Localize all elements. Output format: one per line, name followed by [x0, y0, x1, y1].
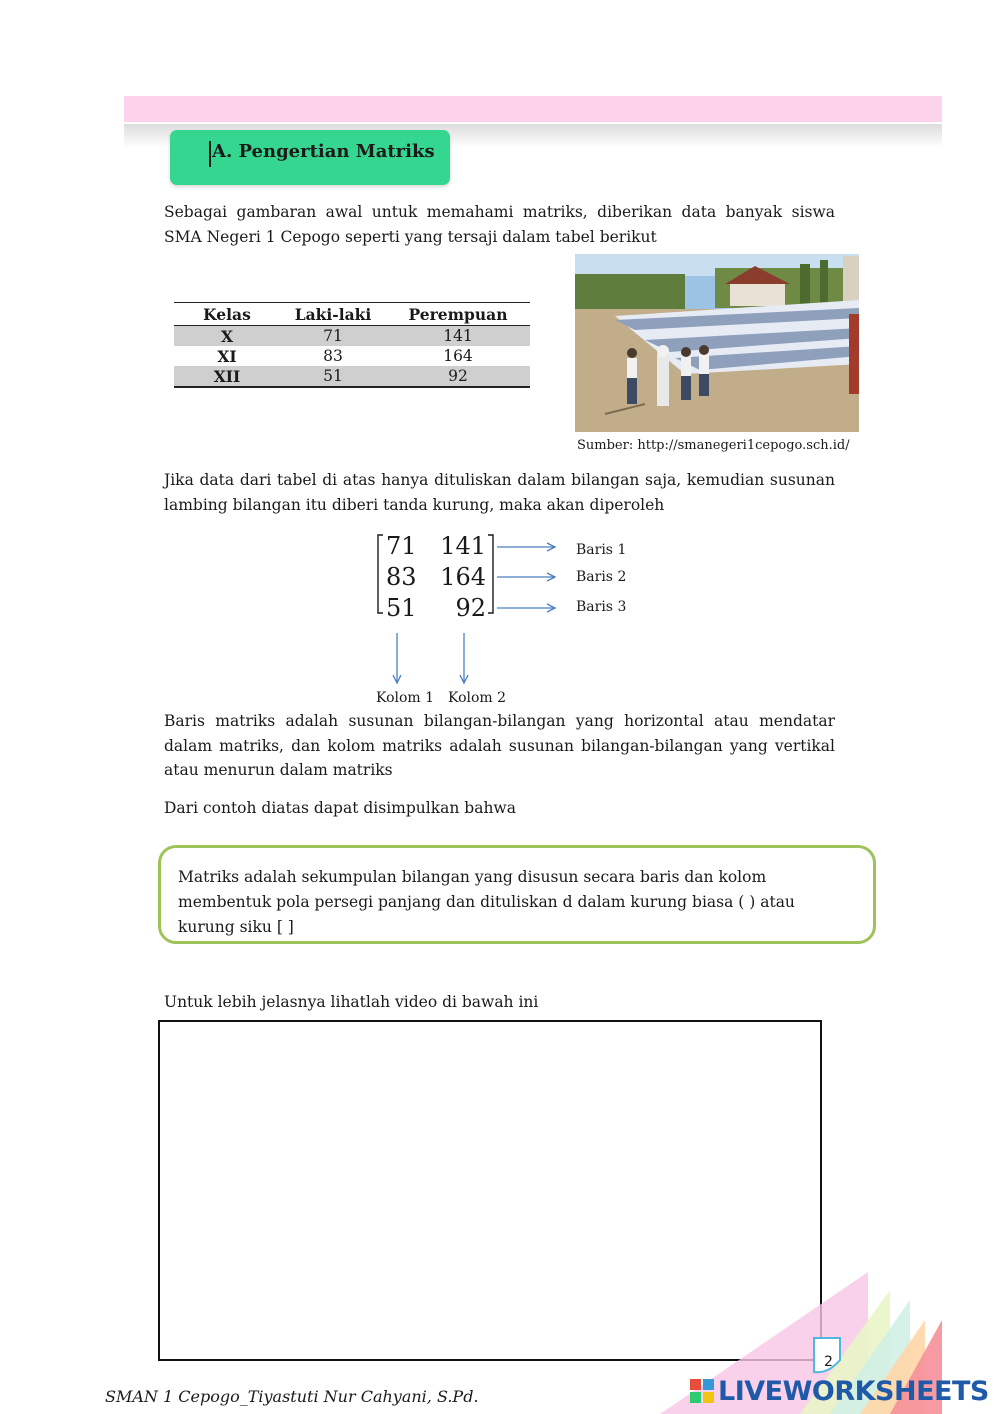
table-cell: 51 — [280, 366, 386, 387]
column-label: Kolom 2 — [448, 690, 507, 706]
footer-author: SMAN 1 Cepogo_Tiyastuti Nur Cahyani, S.Pd. — [105, 1387, 479, 1406]
table-cell: XI — [217, 346, 237, 366]
table-cell: XII — [174, 366, 280, 387]
table-row — [174, 366, 530, 387]
video-lead: Untuk lebih jelasnya lihatlah video di bawah ini — [164, 993, 539, 1011]
liveworksheets-icon — [690, 1379, 714, 1403]
section-heading — [170, 130, 450, 185]
table-cell: 141 — [386, 326, 530, 347]
header-pink-band — [124, 96, 942, 122]
table-cell: X — [174, 326, 280, 347]
table-cell: 71 — [280, 326, 386, 347]
intro-paragraph: Sebagai gambaran awal untuk memahami matriks, diberikan data banyak siswa SMA Negeri 1 Cepogo seperti yang tersaji dalam tabel berikut — [164, 203, 835, 246]
matrix-entry: 164 — [440, 563, 486, 591]
table-cell: 83 — [323, 347, 343, 365]
left-bracket — [378, 535, 383, 613]
row-column-explanation: Baris matriks adalah susunan bilangan-bilangan yang horizontal atau mendatar dalam matriks, dan kolom matriks adalah susunan bilangan-bilangan yang vertikal atau menurun dalam matriks — [164, 712, 835, 779]
table-header-cell: Perempuan — [386, 303, 530, 326]
right-bracket — [488, 535, 493, 613]
matrix-intro-paragraph: Jika data dari tabel di atas hanya dituliskan dalam bilangan saja, kemudian susunan lambing bilangan itu diberi tanda kurung, maka akan diperoleh — [164, 471, 835, 514]
matrix-entry: 83 — [386, 563, 417, 591]
row-label: Baris 3 — [576, 599, 627, 615]
matrix-entry: 51 — [386, 594, 417, 622]
definition-box — [158, 845, 876, 944]
page-number: 2 — [824, 1354, 833, 1370]
school-assembly-photo — [575, 254, 859, 432]
table-cell: 164 — [443, 347, 473, 365]
text-cursor — [209, 141, 211, 167]
liveworksheets-logo — [690, 1374, 989, 1408]
table-header-cell: Kelas — [174, 303, 280, 326]
row-label: Baris 1 — [576, 542, 627, 558]
matrix-entry: 71 — [386, 532, 417, 560]
column-label: Kolom 1 — [376, 690, 435, 706]
table-row — [174, 326, 530, 347]
definition-text: Matriks adalah sekumpulan bilangan yang disusun secara baris dan kolom membentuk pola persegi panjang dan dituliskan d dalam kurung biasa ( ) atau kurung siku [ ] — [178, 868, 795, 936]
matrix-entry: 92 — [455, 594, 486, 622]
table-row — [174, 346, 530, 366]
matrix-entry: 141 — [440, 532, 486, 560]
brand-name: LIVEWORKSHEETS — [718, 1375, 989, 1407]
table-header-cell: Laki-laki — [280, 303, 386, 326]
row-label: Baris 2 — [576, 569, 627, 585]
conclusion-lead: Dari contoh diatas dapat disimpulkan bahwa — [164, 799, 516, 817]
table-header-row — [174, 303, 530, 326]
table-cell: 92 — [386, 366, 530, 387]
section-title: A. Pengertian Matriks — [212, 141, 435, 162]
photo-caption: Sumber: http://smanegeri1cepogo.sch.id/ — [577, 438, 850, 453]
student-table — [174, 302, 530, 388]
